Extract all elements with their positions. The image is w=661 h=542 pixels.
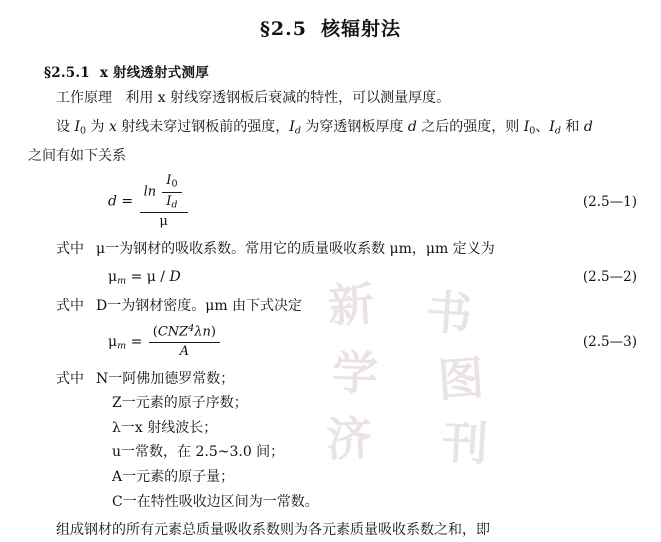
- equation-2: [0, 266, 661, 288]
- equation-2-body: $\mu_m = \mu / D$: [108, 269, 181, 287]
- seal-char-1: 新: [326, 276, 376, 334]
- equation-3-tag: (2.5—3): [582, 333, 637, 350]
- paragraph-principle: [28, 87, 633, 110]
- seal-char-4: 图: [436, 350, 486, 408]
- equation-3: [0, 323, 661, 360]
- paragraph-closing: 组成钢材的所有元素总质量吸收系数则为各元素质量吸收系数之和，即: [56, 522, 490, 539]
- where-def-line-2: λ一x 射线波长；: [112, 419, 218, 436]
- where-text-2: D一为钢材密度。μm 由下式决定: [96, 298, 303, 315]
- seal-char-3: 学: [331, 345, 379, 401]
- subheading-text: x 射线透射式测厚: [99, 65, 209, 81]
- where-def-0: N一阿佛加德罗常数；: [96, 370, 235, 387]
- paragraph-setup-line2: 之间有如下关系: [28, 147, 126, 164]
- equation-2-tag: (2.5—2): [582, 269, 637, 286]
- equation-1: [0, 173, 661, 230]
- page-title: [0, 14, 661, 41]
- equation-1-tag: (2.5—1): [582, 194, 637, 211]
- where-text-1: μ一为钢材的吸收系数。常用它的质量吸收系数 μm，μm 定义为: [96, 240, 495, 257]
- paragraph-setup: 设 I0 为 x 射线未穿过钢板前的强度，$I_d$ 为穿透钢板厚度 d 之后的强度，则 I0、$I_d$ 和 d: [56, 118, 593, 137]
- subheading-number: §2.5.1: [44, 65, 90, 81]
- where-label-1: 式中: [56, 240, 84, 257]
- equation-1-body: d = ln $\frac{I_0}{I_d}$ μ: [108, 173, 190, 230]
- where-label-3: 式中: [56, 370, 84, 387]
- principle-text: 利用 x 射线穿透钢板后衰减的特性，可以测量厚度。: [125, 90, 451, 106]
- seal-char-2: 书: [424, 284, 474, 342]
- principle-label: 工作原理: [56, 90, 112, 106]
- seal-char-6: 刊: [440, 414, 490, 472]
- page-title-section: §2.5: [259, 18, 307, 40]
- where-label-2: 式中: [56, 298, 84, 315]
- where-def-line-3: u一常数，在 2.5~3.0 间；: [112, 444, 285, 461]
- equation-3-body: $\mu_m$ = $\frac{(CNZ^4\lambda n)}{A}$: [108, 323, 222, 360]
- where-block-1: [28, 238, 633, 260]
- page-title-text: 核辐射法: [320, 18, 401, 40]
- where-def-line-1: Z一元素的原子序数；: [112, 394, 248, 411]
- subheading: [44, 61, 661, 81]
- where-block-2: [28, 295, 633, 317]
- where-def-line-4: A一元素的原子量；: [112, 468, 235, 485]
- document-page: [0, 14, 661, 542]
- where-block-3: [28, 368, 633, 390]
- seal-char-5: 济: [325, 411, 373, 467]
- where-def-line-5: C一在特性吸收边区间为一常数。: [112, 493, 319, 510]
